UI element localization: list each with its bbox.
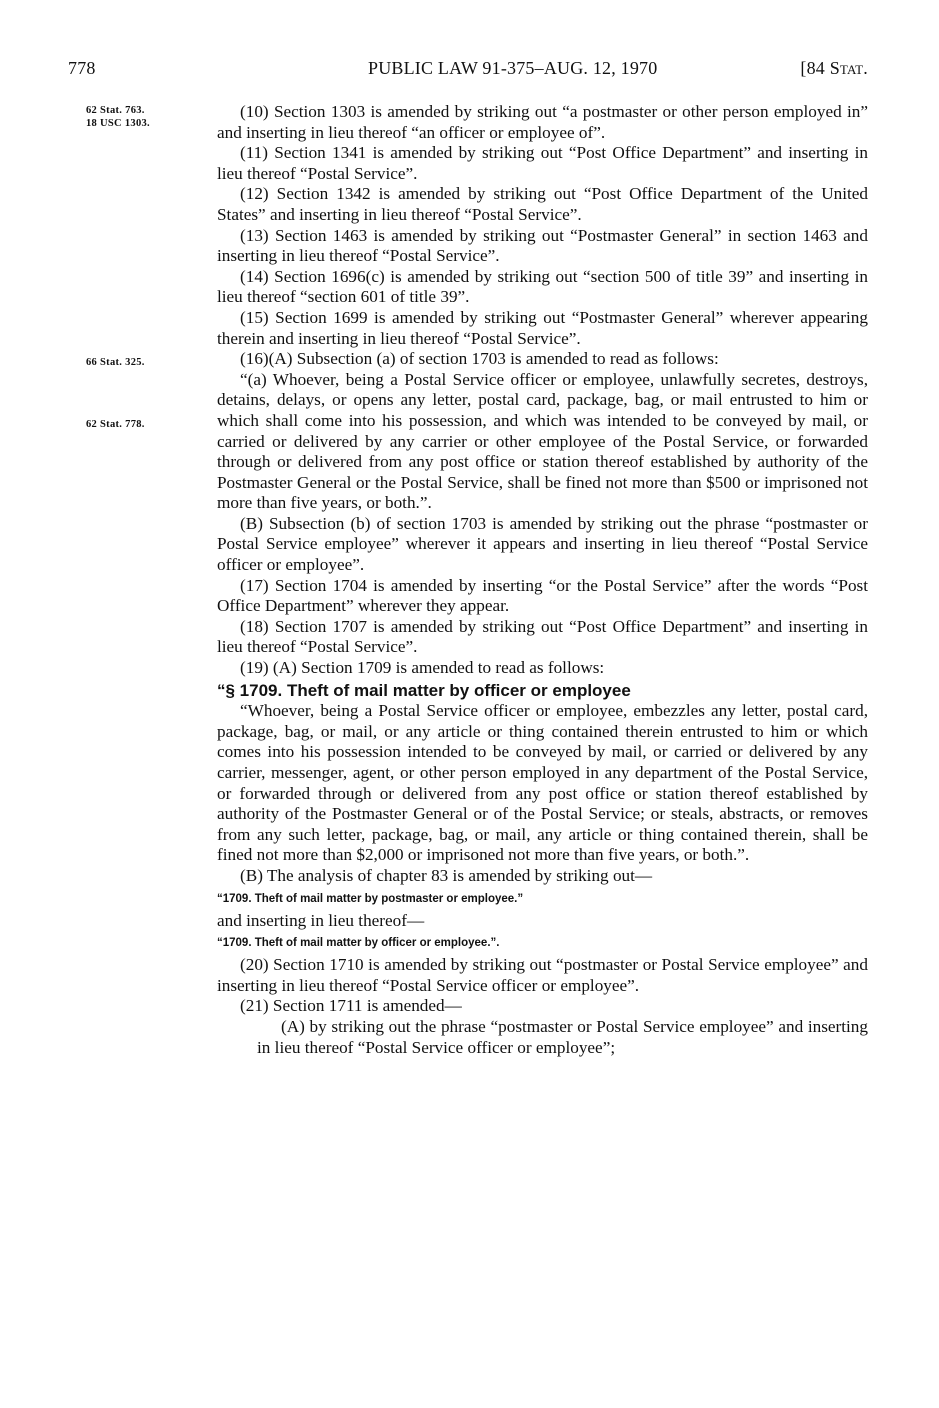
page-number: 778 (68, 58, 96, 78)
paragraph-13: (13) Section 1463 is amended by striking out “Postmaster General” in section 1463 and inserting in lieu thereof “Postal Service”. (217, 225, 868, 266)
paragraph-20: (20) Section 1710 is amended by striking out “postmaster or Postal Service employee” and inserting in lieu thereof “Postal Service officer or employee”. (217, 955, 868, 995)
margin-note-2: 66 Stat. 325. (86, 357, 145, 368)
margin-note-line: 62 Stat. 763. (86, 105, 145, 116)
paragraph-19b: (B) The analysis of chapter 83 is amended by striking out— (240, 865, 653, 885)
margin-note-3: 62 Stat. 778. (86, 419, 145, 430)
paragraph-16a-quote: “(a) Whoever, being a Postal Service officer or employee, unlawfully secretes, destroys, detains, delays, or opens any letter, postal card, package, bag, or mail entrusted to him or which shall come into his possession, and which was intended to be conveyed by mail, or carried or delivered by any carrier or other employee of the Postal Service, or forwarded through or delivered from any post office or station thereof established by authority of the Postmaster General or the Postal Service, shall be fined not more than $500 or imprisoned not more than five years, or both.”. (217, 369, 868, 513)
paragraph-14: (14) Section 1696(c) is amended by striking out “section 500 of title 39” and inserting in lieu thereof “section 601 of title 39”. (217, 266, 868, 307)
paragraph-11: (11) Section 1341 is amended by striking out “Post Office Department” and inserting in lieu thereof “Postal Service”. (217, 143, 868, 183)
document-body (217, 102, 868, 1058)
analysis-old-line: “1709. Theft of mail matter by postmaster or employee.” (217, 892, 524, 905)
paragraph-15: (15) Section 1699 is amended by striking out “Postmaster General” wherever appearing therein and inserting in lieu thereof “Postal Service”. (217, 307, 868, 348)
statute-prefix: [84 (800, 58, 830, 78)
statute-word: Stat. (829, 58, 868, 78)
margin-note-line: 18 USC 1303. (86, 118, 150, 129)
paragraph-21: (21) Section 1711 is amended— (240, 996, 462, 1016)
section-heading: “§ 1709. Theft of mail matter by officer or employee (217, 680, 631, 700)
statute-citation (800, 58, 868, 79)
running-title: PUBLIC LAW 91-375–AUG. 12, 1970 (368, 58, 658, 78)
insert-line: and inserting in lieu thereof— (217, 910, 425, 930)
margin-note-1 (86, 104, 150, 130)
paragraph-17: (17) Section 1704 is amended by inserting “or the Postal Service” after the words “Post Office Department” wherever they appear. (217, 575, 868, 616)
paragraph-16b: (B) Subsection (b) of section 1703 is amended by striking out the phrase “postmaster or Postal Service employee” wherever it appears and inserting in lieu thereof “Postal Service officer or employee”. (217, 513, 868, 575)
page-header (68, 58, 868, 86)
analysis-new-line: “1709. Theft of mail matter by officer or employee.”. (217, 937, 500, 950)
paragraph-10: (10) Section 1303 is amended by striking out “a postmaster or other person employed in” and inserting in lieu thereof “an officer or employee of”. (217, 102, 868, 142)
paragraph-19a: (19) (A) Section 1709 is amended to read as follows: (240, 658, 605, 678)
paragraph-16a: (16)(A) Subsection (a) of section 1703 is amended to read as follows: (240, 349, 719, 369)
paragraph-18: (18) Section 1707 is amended by striking out “Post Office Department” and inserting in lieu thereof “Postal Service”. (217, 616, 868, 657)
paragraph-21a: (A) by striking out the phrase “postmaster or Postal Service employee” and inserting in lieu thereof “Postal Service officer or employee”; (257, 1016, 868, 1057)
paragraph-12: (12) Section 1342 is amended by striking out “Post Office Department of the United States” and inserting in lieu thereof “Postal Service”. (217, 184, 868, 224)
paragraph-19-quote: “Whoever, being a Postal Service officer or employee, embezzles any letter, postal card, package, bag, or mail, or any article or thing contained therein entrusted to him or which comes into his possession intended to be conveyed by mail, or carried or delivered by any carrier, messenger, agent, or other person employed in any department of the Postal Service, or forwarded through or delivered from any post office or station thereof established by authority of the Postmaster General or of the Postal Service; or steals, abstracts, or removes from any such letter, package, bag, or mail, any article or thing contained therein, shall be fined not more than $2,000 or imprisoned not more than five years, or both.”. (217, 701, 868, 865)
